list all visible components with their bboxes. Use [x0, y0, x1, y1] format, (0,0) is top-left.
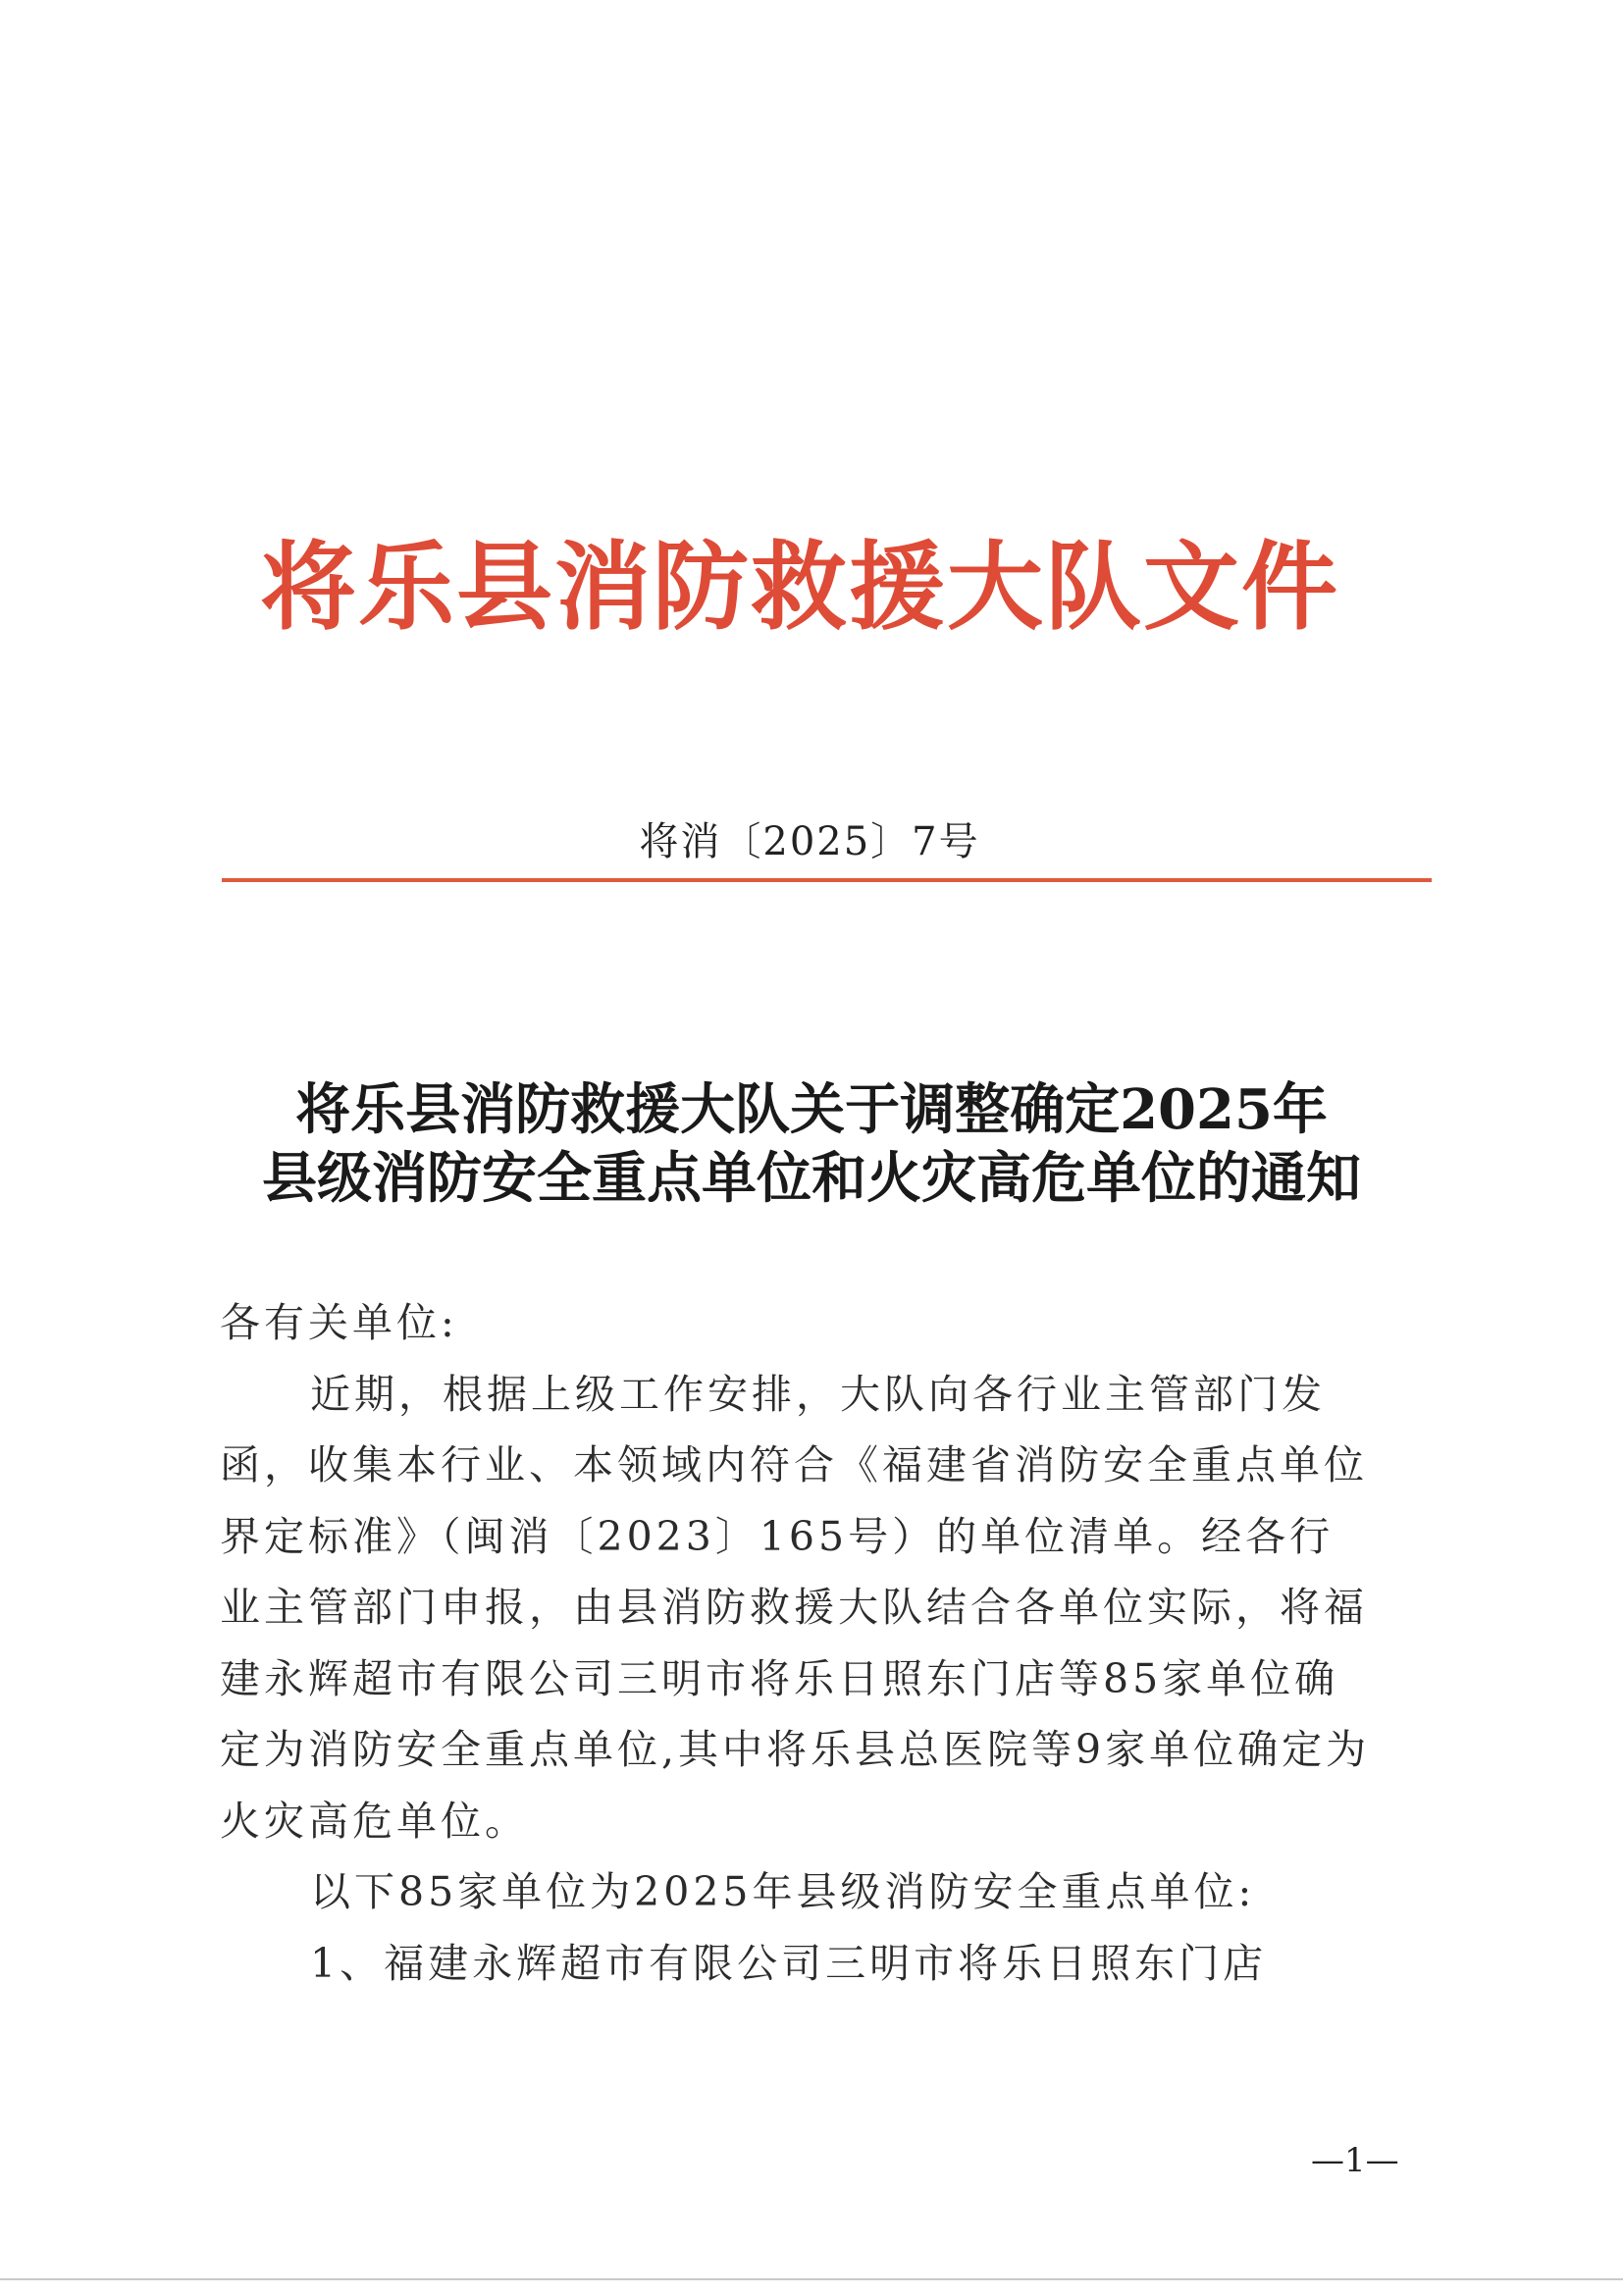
salutation: 各有关单位: — [220, 1299, 458, 1346]
body-paragraph-2: 以下85家单位为2025年县级消防安全重点单位: — [310, 1868, 1256, 1915]
scan-edge-line — [0, 2278, 1623, 2280]
body-paragraph-1: 近期，根据上级工作安排，大队向各行业主管部门发函，收集本行业、本领域内符合《福建省消防安全重点单位界定标准》（闽消〔2023〕165号）的单位清单。经各行业主管部门申报，由县消防救援大队结合各单位实际，将福建永辉超市有限公司三明市将乐日照东门店等85家单位确定为消防安全重点单位,其中将乐县总医院等9家单位确定为火灾高危单位。 — [220, 1370, 1371, 1845]
document-body — [220, 1287, 1378, 1999]
masthead-title: 将乐县消防救援大队文件 — [259, 531, 1339, 644]
list-item-1: 1、福建永辉超市有限公司三明市将乐日照东门店 — [310, 1939, 1268, 1987]
red-divider-line — [222, 878, 1432, 882]
page-number: —1— — [1311, 2141, 1399, 2180]
document-number: 将消〔2025〕7号 — [639, 819, 980, 864]
title-line-2: 县级消防安全重点单位和火灾高危单位的通知 — [262, 1146, 1361, 1211]
title-line-1: 将乐县消防救援大队关于调整确定2025年 — [295, 1077, 1328, 1142]
document-title — [196, 1075, 1427, 1213]
